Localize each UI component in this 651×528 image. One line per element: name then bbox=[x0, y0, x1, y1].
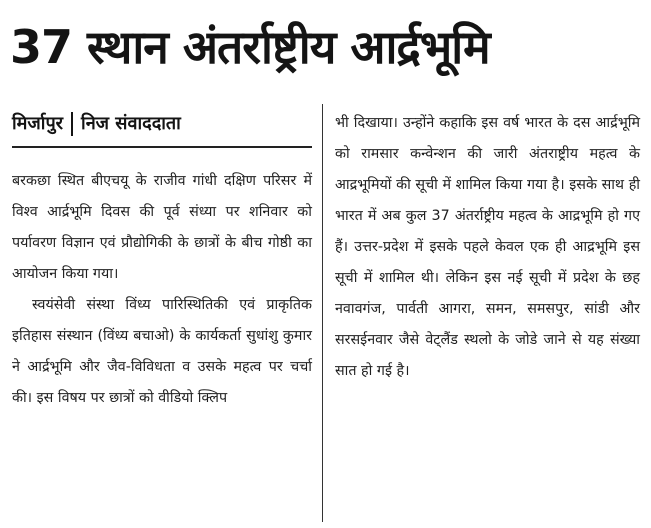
paragraph-2-continued: भी दिखाया। उन्होंने कहाकि इस वर्ष भारत के दस आर्द्रभूमि को रामसार कन्वेन्शन की जारी अंतराष्ट्रीय महत्व के आद्रभूमियों की सूची में शामिल किया गया है। इसके साथ ही भारत में अब कुल 37 अंतर्राष्ट्रीय महत्व के आद्रभूमि हो गए हैं। उत्तर-प्रदेश में इसके पहले केवल एक ही आद्रभूमि इस सूची में शामिल थी। लेकिन इस नई सूची में प्रदेश के छह नवावगंज, पार्वती आगरा, समन, समसपुर, सांडी और सरसईनवार जैसे वेट्लैंड स्थलो के जोडे जाने से यह संख्या सात हो गई है। bbox=[335, 115, 640, 379]
headline: 37 स्थान अंतर्राष्ट्रीय आर्द्रभूमि bbox=[10, 20, 490, 74]
byline-rule bbox=[12, 146, 312, 148]
paragraph-2-start: स्वयंसेवी संस्था विंध्य पारिस्थितिकी एवं प्राकृतिक इतिहास संस्थान (विंध्य बचाओ) के कार्यकर्ता सुधांशु कुमार ने आर्द्रभूमि और जैव-विविधता व उसके महत्व पर चर्चा की। इस विषय पर छात्रों को वीडियो क्लिप bbox=[12, 297, 312, 406]
byline bbox=[12, 108, 312, 140]
article-column-left bbox=[12, 108, 312, 414]
article-column-right bbox=[335, 108, 640, 387]
byline-reporter: निज संवाददाता bbox=[81, 113, 181, 134]
column-divider bbox=[322, 104, 323, 522]
paragraph-1: बरकछा स्थित बीएचयू के राजीव गांधी दक्षिण परिसर में विश्व आर्द्रभूमि दिवस की पूर्व संध्या पर शनिवार को पर्यावरण विज्ञान एवं प्रौद्योगिकी के छात्रों के बीच गोष्ठी का आयोजन किया गया। bbox=[12, 173, 312, 282]
byline-separator bbox=[71, 112, 73, 136]
byline-location: मिर्जापुर bbox=[12, 113, 64, 134]
